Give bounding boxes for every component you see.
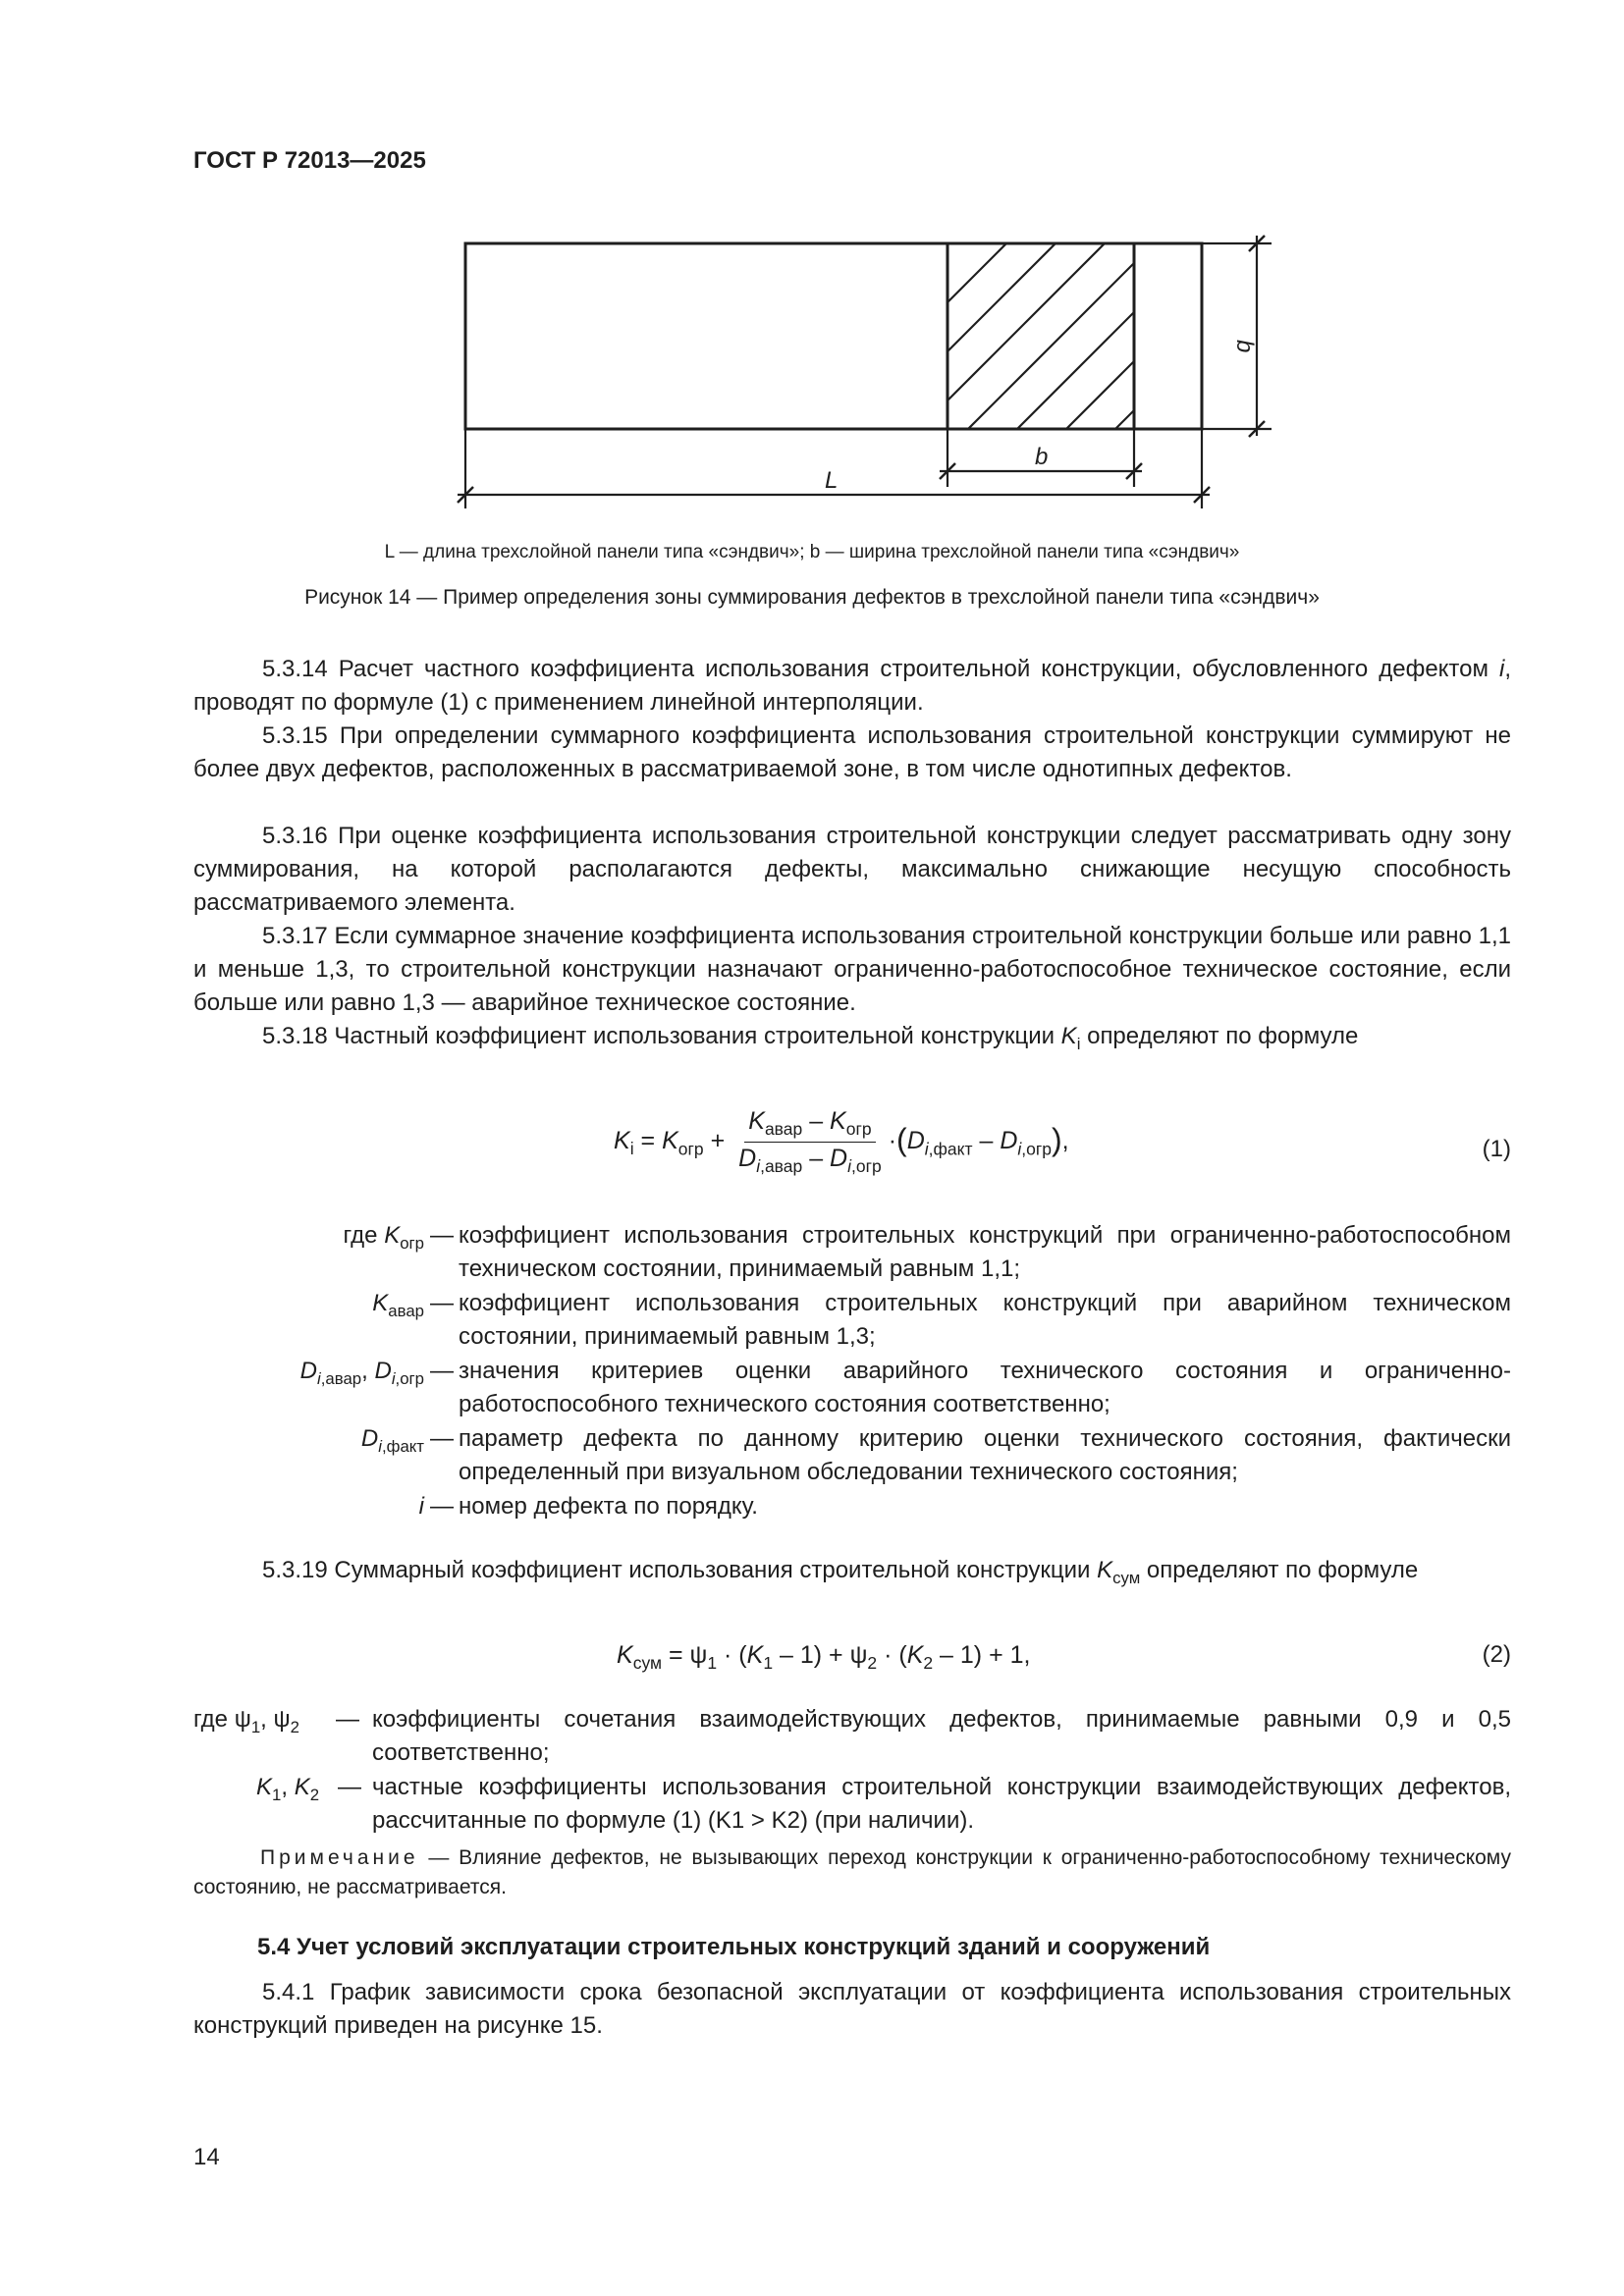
label-b-side: b — [1231, 340, 1258, 353]
hatch-lines — [947, 243, 1276, 440]
document-code: ГОСТ Р 72013—2025 — [193, 147, 426, 174]
paragraph-5-3-19: 5.3.19 Суммарный коэффициент использования строительной конструкции $K_{сум}$ определяют по формуле — [262, 1557, 1419, 1587]
page-number: 14 — [193, 2144, 220, 2170]
label-L: L — [825, 467, 839, 494]
paragraph-5-3-17: 5.3.17 Если суммарное значение коэффициента использования строительной конструкции больше или равно 1,1 и меньше 1,3, то строительной конструкции назначают ограниченно-работоспособное техническое состояние, если больше или равно 1,3 — аварийное техническое состояние. — [193, 923, 1511, 1016]
def-k12: $K_1$, $K_2$ — частные коэффициенты использования строительной конструкции взаимодействующих дефектов, рассчитанные по формуле (1) (K1 > K2) (при наличии). — [256, 1774, 1511, 1834]
def-k-avar: $K_{авар}$ — коэффициент использования строительных конструкций при аварийном техническом состоянии, принимаемый равным 1,3; — [372, 1290, 1511, 1350]
paragraph-5-3-16: 5.3.16 При оценке коэффициента использования строительной конструкции следует рассматривать одну зону суммирования, на которой располагаются дефекты, максимально снижающие несущую способность рассматриваемого элемента. — [193, 823, 1511, 916]
label-b-bottom: b — [1035, 444, 1049, 470]
formula-2-number: (2) — [1482, 1641, 1511, 1668]
paragraph-5-3-18: 5.3.18 Частный коэффициент использования строительной конструкции $K_i$ определяют по формуле — [262, 1023, 1359, 1053]
figure-legend: L — длина трехслойной панели типа «сэндвич»; b — ширина трехслойной панели типа «сэндвич» — [384, 542, 1240, 562]
note: Примечание — Влияние дефектов, не вызывающих переход конструкции к ограниченно-работоспособному техническому состоянию, не рассматривается. — [193, 1846, 1511, 1898]
def-d-criteria: $D_{i,авар}$, $D_{i,огр}$ — значения критериев оценки аварийного технического состояния и ограниченно-работоспособного технического состояния соответственно; — [299, 1358, 1511, 1417]
def-i: i — номер дефекта по порядку. — [418, 1493, 758, 1520]
formula-1-number: (1) — [1482, 1136, 1511, 1162]
paragraph-5-3-14: 5.3.14 Расчет частного коэффициента использования строительной конструкции, обусловленного дефектом i, проводят по формуле (1) с применением линейной интерполяции. — [193, 656, 1511, 716]
section-5-4-title: 5.4 Учет условий эксплуатации строительных конструкций зданий и сооружений — [257, 1934, 1211, 1960]
def-psi: где $\psi_1$, $\psi_2$ — коэффициенты сочетания взаимодействующих дефектов, принимаемые равными 0,9 и 0,5 соответственно; — [193, 1706, 1511, 1766]
paragraph-5-3-15: 5.3.15 При определении суммарного коэффициента использования строительной конструкции суммируют не более двух дефектов, расположенных в рассматриваемой зоне, в том числе однотипных дефектов. — [193, 722, 1511, 782]
hatched-zone — [947, 243, 1134, 429]
paragraph-5-4-1: 5.4.1 График зависимости срока безопасной эксплуатации от коэффициента использования строительных конструкций приведен на рисунке 15. — [193, 1979, 1511, 2039]
def-k-ogr: где $K_{огр}$ — коэффициент использования строительных конструкций при ограниченно-работоспособном техническом состоянии, принимаемый равным 1,1; — [343, 1222, 1511, 1282]
formula-2: $K_{сум} = \psi_1 \cdot (K_1 - 1) + \psi_2 \cdot (K_2 - 1) + 1$, — [617, 1641, 1031, 1674]
panel-outline — [465, 243, 1202, 429]
figure-14-diagram — [432, 214, 1276, 528]
formula-1: $K_i = K_{огр}$ + $\frac{K_{авар} - K_{огр}}{D_{i,авар} - D_{i,огр}}$ $\cdot(D_{i,факт} - D_{i,огр})$, — [614, 1107, 1069, 1177]
def-d-fact: $D_{i,факт}$ — параметр дефекта по данному критерию оценки технического состояния, фактически определенный при визуальном обследовании технического состояния; — [360, 1425, 1511, 1485]
figure-caption: Рисунок 14 — Пример определения зоны суммирования дефектов в трехслойной панели типа «сэндвич» — [304, 586, 1320, 609]
